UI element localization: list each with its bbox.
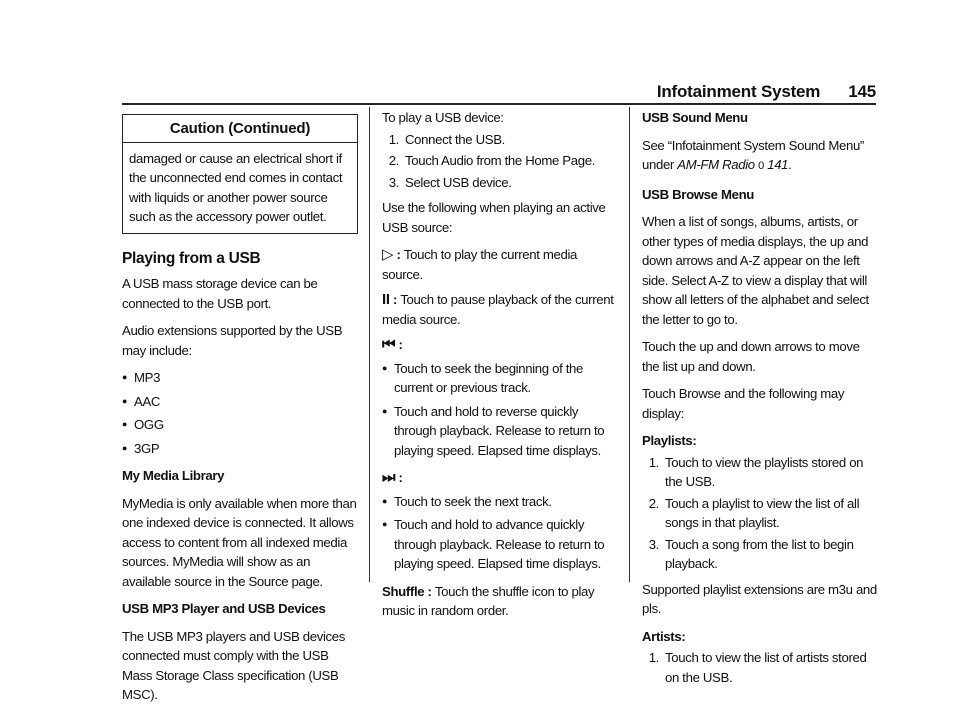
paragraph: Supported playlist extensions are m3u and pls. — [642, 581, 877, 616]
numbered-step: 1. Connect the USB. — [388, 131, 505, 147]
column-divider — [369, 107, 370, 582]
bullet-icon: ● — [122, 395, 128, 406]
numbered-step: 3. Select USB device. — [388, 174, 512, 190]
subheading: My Media Library — [122, 468, 225, 483]
paragraph: The USB MP3 players and USB devices connected must comply with the USB Mass Storage Class specification (USB MSC). — [122, 628, 346, 702]
bullet-icon: ● — [382, 519, 388, 529]
subheading: USB MP3 Player and USB Devices — [122, 601, 326, 616]
next-description: ⏭ : — [382, 469, 403, 486]
paragraph: Touch the up and down arrows to move the list up and down. — [642, 339, 860, 374]
list-item: ● Touch and hold to advance quickly through playback. Release to return to playing speed. Elapsed time displays. — [382, 515, 618, 574]
bullet-icon: ● — [122, 442, 128, 453]
previous-track-icon: ⏮ — [382, 336, 396, 353]
numbered-step: 1. Touch to view the playlists stored on the USB. — [648, 454, 864, 489]
play-description: ▷ : Touch to play the current media source. — [382, 246, 578, 282]
bullet-icon: ● — [382, 362, 388, 373]
caution-body: damaged or cause an electrical short if the unconnected end comes in contact with liquids or another power source such as the accessory power outlet. — [129, 150, 343, 224]
pause-description: II : Touch to pause playback of the current media source. — [382, 291, 614, 327]
shuffle-description: Shuffle : Touch the shuffle icon to play music in random order. — [382, 583, 595, 618]
paragraph: MyMedia is only available when more than one indexed device is connected. It allows access to content from all indexed media sources. MyMedia will show as an available source in the Source page. — [122, 495, 357, 589]
column-1 — [122, 112, 358, 713]
caution-box — [122, 114, 358, 234]
bullet-icon: ● — [122, 372, 128, 382]
bullet-icon: ● — [382, 405, 388, 416]
subheading: Artists: — [642, 628, 686, 644]
caution-title: Caution (Continued) — [123, 115, 357, 143]
header-section-title: Infotainment System — [656, 82, 821, 101]
paragraph: A USB mass storage device can be connected to the USB port. — [122, 276, 318, 311]
previous-description: ⏮ : — [382, 336, 403, 353]
numbered-step: 2. Touch a playlist to view the list of all songs in that playlist. — [648, 495, 860, 530]
column-3 — [642, 108, 878, 689]
subheading: USB Browse Menu — [642, 186, 754, 202]
cross-reference-link[interactable]: AM-FM Radio — [677, 157, 755, 172]
list-item: ● Touch and hold to reverse quickly through playback. Release to return to playing speed. Elapsed time displays. — [382, 402, 618, 461]
bullet-icon: ● — [122, 419, 128, 429]
bullet-icon: ● — [382, 495, 388, 506]
pause-icon: II — [382, 291, 390, 308]
paragraph: Audio extensions supported by the USB may include: — [122, 323, 343, 358]
paragraph: To play a USB device: — [382, 110, 504, 125]
page-reference-icon: 0 — [758, 160, 764, 172]
column-divider — [629, 107, 630, 582]
numbered-step: 2. Touch Audio from the Home Page. — [388, 153, 596, 168]
list-item: ● OGG — [122, 415, 358, 435]
paragraph: Use the following when playing an active USB source: — [382, 200, 606, 235]
subheading: USB Sound Menu — [642, 110, 748, 125]
header-page-number: 145 — [848, 82, 876, 101]
list-item: ● 3GP — [122, 439, 358, 459]
subheading: Playlists: — [642, 433, 697, 448]
numbered-step: 1. Touch to view the list of artists stored on the USB. — [648, 650, 867, 685]
list-item: ● MP3 — [122, 368, 358, 388]
paragraph: See “Infotainment System Sound Menu” under AM-FM Radio 0 141. — [642, 137, 864, 172]
header-rule — [122, 103, 876, 105]
paragraph: Touch Browse and the following may display: — [642, 386, 845, 421]
list-item: ● Touch to seek the next track. — [382, 492, 618, 512]
next-track-icon: ⏭ — [382, 469, 396, 486]
section-heading: Playing from a USB — [122, 249, 261, 267]
page-reference[interactable]: 141 — [767, 157, 789, 172]
numbered-step: 3. Touch a song from the list to begin playback. — [648, 536, 854, 571]
play-icon: ▷ — [382, 246, 394, 263]
shuffle-label: Shuffle : — [382, 583, 435, 599]
page-header — [657, 82, 876, 102]
list-item: ● Touch to seek the beginning of the current or previous track. — [382, 359, 618, 398]
paragraph: When a list of songs, albums, artists, or other types of media displays, the up and down arrows and A-Z appear on the left side. Select A-Z to view a display that will show all letters of the alphabet and select the letter to go to. — [642, 214, 869, 327]
list-item: ● AAC — [122, 392, 358, 412]
column-2 — [382, 108, 618, 629]
